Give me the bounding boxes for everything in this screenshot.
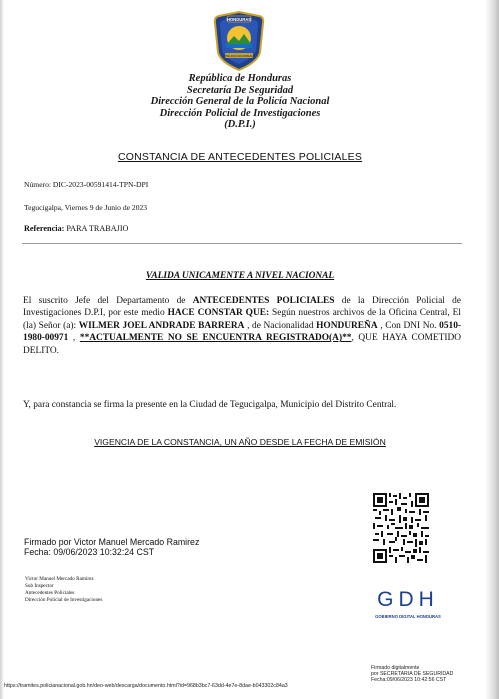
p1-text-c: de la Dirección Policial de Investigaciones D.P.I, por este medio [23, 296, 461, 319]
header-line-secretaria: Secretaría De Seguridad [186, 84, 294, 96]
footer-sign-line2: por SECRETARIA DE SEGURIDAD [371, 671, 454, 677]
divider [22, 243, 462, 244]
signer-details [25, 576, 102, 604]
p1-text-g: , Con DNI No. [380, 320, 437, 331]
footer-sign-line3: Fecha:09/06/2023 10:42:56 CST [371, 677, 447, 683]
p1-text-h: , [72, 333, 76, 344]
signer-rank: Sub Inspector [25, 583, 54, 590]
footer-sign-line1: Firmado digitalmente [371, 665, 420, 671]
gdh-subtitle: GOBIERNO DIGITAL HONDURAS [375, 614, 441, 619]
numero-value: DIC-2023-00591414-TPN-DPI [52, 180, 149, 189]
header-line-direccion-general: Dirección General de la Policía Nacional [150, 96, 330, 107]
p1-dni: 0510-1980-00971 [23, 320, 462, 344]
signer-dir: Dirección Policial de Investigaciones [25, 597, 103, 604]
signer-name: Victor Manuel Mercado Ramirez [25, 576, 94, 582]
referencia-value: PARA TRABAJIO [66, 224, 129, 233]
p1-hace-constar: HACE CONSTAR QUE: [167, 308, 270, 319]
referencia-label: Referencia: [24, 224, 65, 233]
p1-text-a: El suscrito Jefe del Departamento de [23, 296, 186, 306]
gdh-logo-text: GDH [377, 588, 439, 611]
p1-status: **ACTUALMENTE NO SE ENCUENTRA REGISTRADO(A)** [79, 333, 352, 344]
page-edge-left [0, 0, 4, 699]
numero-line [24, 180, 148, 189]
header-line-dpi: (D.P.I.) [224, 119, 256, 130]
footer-digital-signature [371, 665, 453, 683]
digital-signature-block [24, 537, 199, 557]
body-paragraph-2: Y, para constancia se firma la presente en la Ciudad de Tegucigalpa, Municipio del Distrito Central. [23, 400, 397, 410]
signer-dept: Antecedentes Policiales [25, 590, 75, 597]
document-title: CONSTANCIA DE ANTECEDENTES POLICIALES [117, 151, 363, 163]
firmado-por: Firmado por Victor Manuel Mercado Ramirez [24, 537, 200, 547]
p1-text-i: , QUE HAYA COMETIDO DELITO. [23, 333, 462, 356]
referencia-line [24, 224, 128, 233]
p1-nationality: HONDUREÑA [316, 320, 378, 331]
gdh-logo [366, 588, 450, 632]
header-line-republica: República de Honduras [188, 73, 292, 84]
numero-label: Número: [24, 180, 51, 189]
vigencia-notice: VIGENCIA DE LA CONSTANCIA, UN AÑO DESDE LA FECHA DE EMISIÓN [94, 437, 386, 447]
body-paragraph-1 [23, 295, 461, 357]
firmado-fecha: Fecha: 09/06/2023 10:32:24 CST [24, 547, 155, 557]
qr-code-icon [373, 493, 429, 563]
badge-text-bottom: POLICIA NACIONAL [224, 54, 254, 58]
header-line-direccion-policial: Dirección Policial de Investigaciones [159, 107, 321, 119]
badge-text-top: HONDURAS [226, 17, 252, 22]
valida-notice: VALIDA UNICAMENTE A NIVEL NACIONAL [145, 271, 335, 281]
p1-text-f: , de Nacionalidad [247, 320, 314, 331]
police-badge-icon [212, 10, 266, 72]
p1-person-name: WILMER JOEL ANDRADE BARRERA [78, 320, 245, 331]
p1-dept: ANTECEDENTES POLICIALES [192, 296, 335, 306]
page-edge-shadow [485, 0, 499, 699]
footer-url-link[interactable]: https://tramites.policianacional.gob.hn/deo-web/descarga/documento.html?id=968b3bc7-63dd-4e7e-8dae-b043302c84a3 [4, 683, 288, 689]
p1-text-e: Según nuestros archivos de la Oficina Central, El (la) Señor (a): [23, 308, 461, 331]
fecha-line: Tegucigalpa, Viernes 9 de Junio de 2023 [24, 203, 148, 212]
institution-header [100, 73, 380, 131]
